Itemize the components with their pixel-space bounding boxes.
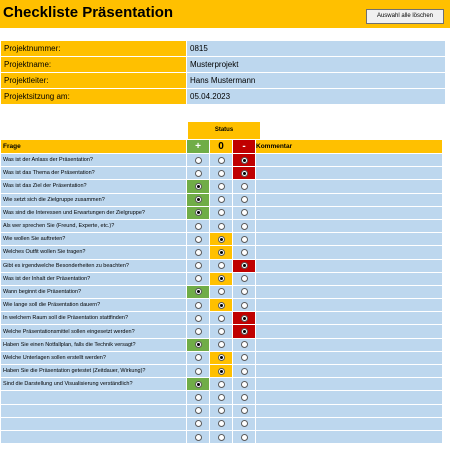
- status-zero-radio[interactable]: [218, 368, 225, 375]
- status-zero-cell: [210, 391, 233, 404]
- status-zero-radio[interactable]: [218, 420, 225, 427]
- question-column-header: Frage: [1, 140, 187, 154]
- comment-cell[interactable]: [256, 259, 443, 272]
- status-plus-cell: [187, 206, 210, 219]
- status-minus-cell: [233, 391, 256, 404]
- status-zero-cell: [210, 219, 233, 232]
- project-name-label: Projektname:: [1, 57, 187, 73]
- question-text: Wie setzt sich die Zielgruppe zusammen?: [1, 193, 187, 206]
- status-minus-radio[interactable]: [241, 223, 248, 230]
- checklist-row: [1, 246, 443, 259]
- status-plus-cell: [187, 338, 210, 351]
- status-zero-radio[interactable]: [218, 249, 225, 256]
- status-plus-radio[interactable]: [195, 288, 202, 295]
- status-minus-cell: [233, 404, 256, 417]
- status-plus-cell: [187, 154, 210, 167]
- status-minus-radio[interactable]: [241, 302, 248, 309]
- status-minus-cell: [233, 233, 256, 246]
- comment-cell[interactable]: [256, 312, 443, 325]
- checklist-row: [1, 285, 443, 298]
- question-text: Haben Sie einen Notfallplan, falls die Technik versagt?: [1, 338, 187, 351]
- comment-cell[interactable]: [256, 404, 443, 417]
- question-text: Wie lange soll die Präsentation dauern?: [1, 299, 187, 312]
- checklist-row: [1, 365, 443, 378]
- status-plus-radio[interactable]: [195, 275, 202, 282]
- checklist-header-row: [1, 140, 443, 154]
- status-minus-cell: [233, 430, 256, 443]
- comment-cell[interactable]: [256, 233, 443, 246]
- status-minus-radio[interactable]: [241, 381, 248, 388]
- status-zero-radio[interactable]: [218, 223, 225, 230]
- status-minus-cell: [233, 167, 256, 180]
- status-zero-radio[interactable]: [218, 288, 225, 295]
- status-plus-radio[interactable]: [195, 196, 202, 203]
- status-plus-radio[interactable]: [195, 315, 202, 322]
- status-zero-cell: [210, 154, 233, 167]
- status-zero-radio[interactable]: [218, 196, 225, 203]
- checklist-row: [1, 391, 443, 404]
- question-text: Was sind die Interessen und Erwartungen der Zielgruppe?: [1, 206, 187, 219]
- comment-cell[interactable]: [256, 167, 443, 180]
- status-minus-radio[interactable]: [241, 407, 248, 414]
- comment-cell[interactable]: [256, 246, 443, 259]
- status-plus-radio[interactable]: [195, 407, 202, 414]
- comment-cell[interactable]: [256, 417, 443, 430]
- status-minus-radio[interactable]: [241, 328, 248, 335]
- status-plus-radio[interactable]: [195, 394, 202, 401]
- status-zero-cell: [210, 312, 233, 325]
- status-minus-cell: [233, 259, 256, 272]
- status-minus-radio[interactable]: [241, 394, 248, 401]
- question-text: Haben Sie die Präsentation getestet (Zeitdauer, Wirkung)?: [1, 365, 187, 378]
- project-row: [1, 41, 446, 57]
- status-plus-cell: [187, 430, 210, 443]
- status-zero-radio[interactable]: [218, 328, 225, 335]
- question-text: Was ist der Anlass der Präsentation?: [1, 154, 187, 167]
- zero-column-header: 0: [210, 140, 233, 154]
- status-minus-cell: [233, 378, 256, 391]
- status-zero-cell: [210, 430, 233, 443]
- status-minus-radio[interactable]: [241, 170, 248, 177]
- comment-cell[interactable]: [256, 154, 443, 167]
- status-zero-radio[interactable]: [218, 407, 225, 414]
- status-zero-cell: [210, 338, 233, 351]
- checklist-row: [1, 180, 443, 193]
- checklist-row: [1, 404, 443, 417]
- status-zero-radio[interactable]: [218, 209, 225, 216]
- checklist-row: [1, 312, 443, 325]
- comment-cell[interactable]: [256, 378, 443, 391]
- project-row: [1, 73, 446, 89]
- question-text: [1, 417, 187, 430]
- comment-cell[interactable]: [256, 180, 443, 193]
- status-zero-cell: [210, 299, 233, 312]
- status-zero-cell: [210, 206, 233, 219]
- status-plus-cell: [187, 365, 210, 378]
- project-lead-label: Projektleiter:: [1, 73, 187, 89]
- status-zero-cell: [210, 233, 233, 246]
- status-zero-radio[interactable]: [218, 381, 225, 388]
- status-plus-radio[interactable]: [195, 381, 202, 388]
- status-minus-cell: [233, 299, 256, 312]
- comment-cell[interactable]: [256, 193, 443, 206]
- checklist-row: [1, 259, 443, 272]
- status-plus-cell: [187, 404, 210, 417]
- status-minus-radio[interactable]: [241, 434, 248, 441]
- comment-cell[interactable]: [256, 299, 443, 312]
- status-minus-cell: [233, 312, 256, 325]
- checklist-row: [1, 299, 443, 312]
- status-plus-cell: [187, 219, 210, 232]
- status-plus-radio[interactable]: [195, 354, 202, 361]
- comment-cell[interactable]: [256, 351, 443, 364]
- status-minus-cell: [233, 325, 256, 338]
- question-text: [1, 430, 187, 443]
- status-plus-cell: [187, 351, 210, 364]
- project-meeting-value[interactable]: 05.04.2023: [187, 89, 446, 105]
- status-plus-cell: [187, 325, 210, 338]
- status-plus-cell: [187, 193, 210, 206]
- status-minus-radio[interactable]: [241, 420, 248, 427]
- comment-cell[interactable]: [256, 206, 443, 219]
- status-plus-radio[interactable]: [195, 420, 202, 427]
- status-minus-radio[interactable]: [241, 354, 248, 361]
- question-text: Gibt es irgendwelche Besonderheiten zu beachten?: [1, 259, 187, 272]
- page-title: Checkliste Präsentation: [3, 4, 174, 21]
- status-minus-radio[interactable]: [241, 341, 248, 348]
- status-plus-radio[interactable]: [195, 341, 202, 348]
- status-zero-cell: [210, 246, 233, 259]
- checklist-row: [1, 378, 443, 391]
- question-text: Welche Unterlagen sollen erstellt werden?: [1, 351, 187, 364]
- question-text: Wann beginnt die Präsentation?: [1, 285, 187, 298]
- checklist-row: [1, 351, 443, 364]
- checklist-row: [1, 417, 443, 430]
- comment-cell[interactable]: [256, 325, 443, 338]
- status-plus-radio[interactable]: [195, 170, 202, 177]
- question-text: Wie wollen Sie auftreten?: [1, 233, 187, 246]
- question-text: Was ist der Inhalt der Präsentation?: [1, 272, 187, 285]
- status-minus-cell: [233, 193, 256, 206]
- status-minus-radio[interactable]: [241, 157, 248, 164]
- status-zero-cell: [210, 365, 233, 378]
- status-zero-cell: [210, 167, 233, 180]
- status-minus-radio[interactable]: [241, 275, 248, 282]
- status-zero-radio[interactable]: [218, 341, 225, 348]
- status-zero-radio[interactable]: [218, 236, 225, 243]
- status-zero-radio[interactable]: [218, 315, 225, 322]
- status-plus-cell: [187, 391, 210, 404]
- status-minus-cell: [233, 365, 256, 378]
- plus-column-header: +: [187, 140, 210, 154]
- status-plus-radio[interactable]: [195, 368, 202, 375]
- question-text: Welches Outfit wollen Sie tragen?: [1, 246, 187, 259]
- status-plus-radio[interactable]: [195, 236, 202, 243]
- checklist-row: [1, 219, 443, 232]
- minus-column-header: -: [233, 140, 256, 154]
- status-plus-cell: [187, 285, 210, 298]
- status-plus-radio[interactable]: [195, 209, 202, 216]
- status-zero-radio[interactable]: [218, 262, 225, 269]
- status-zero-cell: [210, 351, 233, 364]
- status-plus-cell: [187, 312, 210, 325]
- status-plus-cell: [187, 378, 210, 391]
- status-plus-radio[interactable]: [195, 157, 202, 164]
- question-text: Als wer sprechen Sie (Freund, Experte, etc.)?: [1, 219, 187, 232]
- checklist-row: [1, 325, 443, 338]
- comment-cell[interactable]: [256, 365, 443, 378]
- status-minus-radio[interactable]: [241, 288, 248, 295]
- status-plus-cell: [187, 246, 210, 259]
- question-text: Was ist das Ziel der Präsentation?: [1, 180, 187, 193]
- status-plus-radio[interactable]: [195, 249, 202, 256]
- checklist-row: [1, 272, 443, 285]
- question-text: [1, 404, 187, 417]
- status-zero-cell: [210, 272, 233, 285]
- status-zero-cell: [210, 259, 233, 272]
- status-plus-radio[interactable]: [195, 328, 202, 335]
- comment-cell[interactable]: [256, 285, 443, 298]
- status-minus-cell: [233, 285, 256, 298]
- status-minus-radio[interactable]: [241, 209, 248, 216]
- checklist-row: [1, 430, 443, 443]
- project-number-value[interactable]: 0815: [187, 41, 446, 57]
- status-zero-cell: [210, 193, 233, 206]
- status-minus-radio[interactable]: [241, 196, 248, 203]
- project-info-table: [0, 40, 446, 105]
- status-minus-radio[interactable]: [241, 315, 248, 322]
- status-zero-radio[interactable]: [218, 275, 225, 282]
- clear-selection-button[interactable]: Auswahl alle löschen: [366, 9, 444, 24]
- status-plus-radio[interactable]: [195, 262, 202, 269]
- question-text: Was ist das Thema der Präsentation?: [1, 167, 187, 180]
- project-meeting-label: Projektsitzung am:: [1, 89, 187, 105]
- status-minus-cell: [233, 219, 256, 232]
- checklist-row: [1, 338, 443, 351]
- status-plus-radio[interactable]: [195, 183, 202, 190]
- status-plus-cell: [187, 272, 210, 285]
- status-minus-radio[interactable]: [241, 262, 248, 269]
- status-minus-radio[interactable]: [241, 368, 248, 375]
- status-zero-radio[interactable]: [218, 170, 225, 177]
- status-plus-cell: [187, 167, 210, 180]
- status-plus-cell: [187, 259, 210, 272]
- comment-cell[interactable]: [256, 219, 443, 232]
- project-row: [1, 57, 446, 73]
- status-plus-cell: [187, 417, 210, 430]
- status-zero-radio[interactable]: [218, 394, 225, 401]
- checklist-row: [1, 154, 443, 167]
- status-plus-radio[interactable]: [195, 223, 202, 230]
- status-zero-cell: [210, 325, 233, 338]
- comment-cell[interactable]: [256, 338, 443, 351]
- status-minus-radio[interactable]: [241, 236, 248, 243]
- project-name-value[interactable]: Musterprojekt: [187, 57, 446, 73]
- project-number-label: Projektnummer:: [1, 41, 187, 57]
- status-header: Status: [188, 122, 260, 139]
- comment-column-header: Kommentar: [256, 140, 443, 154]
- question-text: In welchem Raum soll die Präsentation stattfinden?: [1, 312, 187, 325]
- status-plus-radio[interactable]: [195, 434, 202, 441]
- project-row: [1, 89, 446, 105]
- status-minus-cell: [233, 180, 256, 193]
- status-minus-radio[interactable]: [241, 249, 248, 256]
- status-plus-radio[interactable]: [195, 302, 202, 309]
- status-zero-radio[interactable]: [218, 157, 225, 164]
- status-minus-cell: [233, 154, 256, 167]
- status-minus-cell: [233, 246, 256, 259]
- status-minus-cell: [233, 351, 256, 364]
- question-text: Sind die Darstellung und Visualisierung verständlich?: [1, 378, 187, 391]
- status-minus-radio[interactable]: [241, 183, 248, 190]
- status-plus-cell: [187, 299, 210, 312]
- title-bar: [0, 0, 450, 28]
- status-zero-radio[interactable]: [218, 434, 225, 441]
- checklist-row: [1, 233, 443, 246]
- status-plus-cell: [187, 180, 210, 193]
- status-zero-cell: [210, 285, 233, 298]
- question-text: Welche Präsentationsmittel sollen eingesetzt werden?: [1, 325, 187, 338]
- checklist-row: [1, 206, 443, 219]
- status-zero-cell: [210, 378, 233, 391]
- status-minus-cell: [233, 206, 256, 219]
- question-text: [1, 391, 187, 404]
- checklist-row: [1, 193, 443, 206]
- status-zero-radio[interactable]: [218, 302, 225, 309]
- status-zero-cell: [210, 404, 233, 417]
- status-zero-radio[interactable]: [218, 354, 225, 361]
- comment-cell[interactable]: [256, 430, 443, 443]
- project-lead-value[interactable]: Hans Mustermann: [187, 73, 446, 89]
- comment-cell[interactable]: [256, 272, 443, 285]
- status-zero-radio[interactable]: [218, 183, 225, 190]
- status-zero-cell: [210, 417, 233, 430]
- status-minus-cell: [233, 272, 256, 285]
- status-minus-cell: [233, 338, 256, 351]
- status-plus-cell: [187, 233, 210, 246]
- checklist-table: [0, 139, 443, 444]
- status-zero-cell: [210, 180, 233, 193]
- status-minus-cell: [233, 417, 256, 430]
- checklist-row: [1, 167, 443, 180]
- comment-cell[interactable]: [256, 391, 443, 404]
